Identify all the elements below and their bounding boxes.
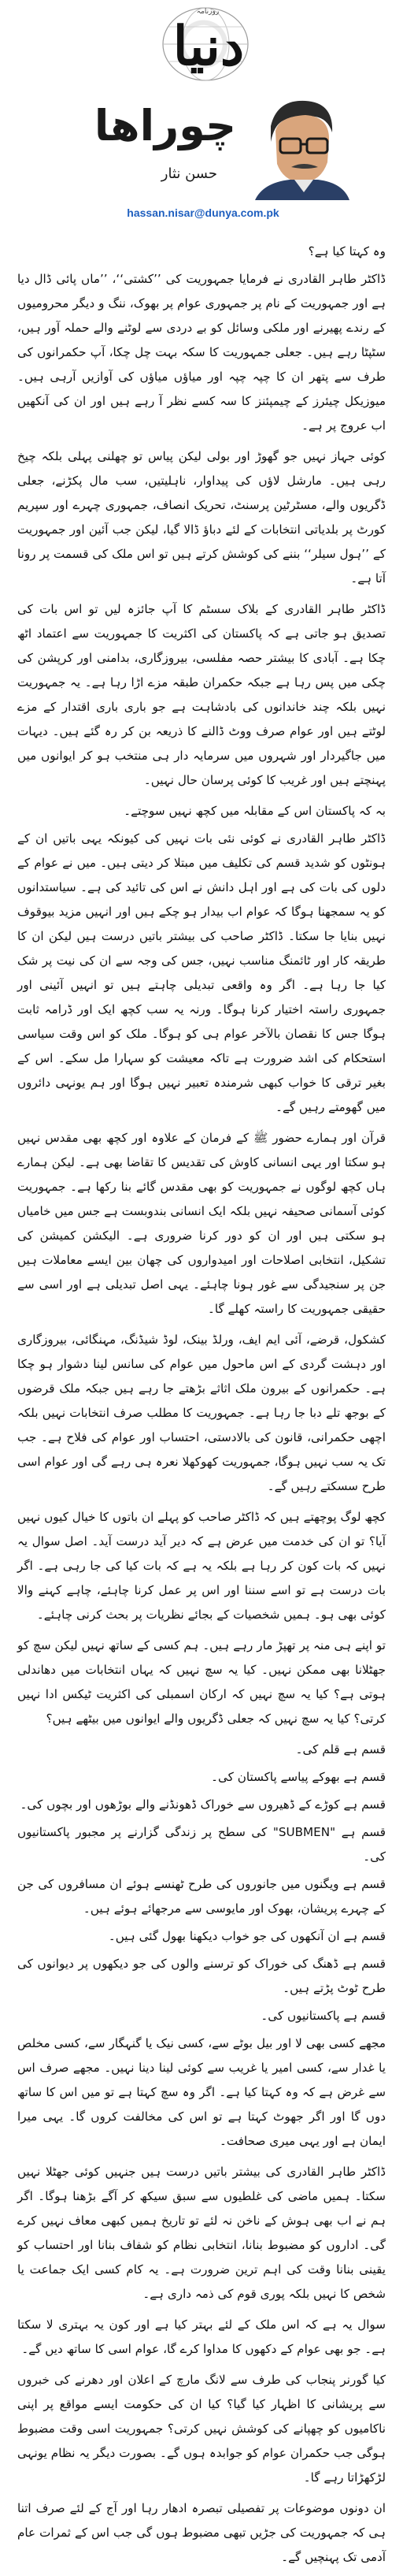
article-paragraph: وہ کہتا کیا ہے؟ — [308, 244, 386, 258]
article-paragraph: قسم ہے پاکستانیوں کی۔ — [261, 2009, 386, 2023]
column-title: چوراھا — [94, 101, 236, 151]
masthead-logo: دنیا — [172, 15, 245, 78]
article-paragraph: ڈاکٹر طاہر القادری نے کوئی نئی بات نہیں کی کیونکہ یہی باتیں ان کے ہونٹوں کو شدید قسم کی تکلیف میں مبتلا کر دیتی ہیں۔ میں نے عوام کے دلوں کی بات کی ہے اور اہل دانش نے اس کی تائید کی ہے۔ سیاستدانوں کو یہ سمجھنا ہوگا کہ عوام اب بیدار ہو چکے ہیں اور انہیں مزید بیوقوف نہیں بنایا جا سکتا۔ ڈاکٹر صاحب کی بیشتر باتیں درست ہیں لیکن ان کا طریقہ کار اور ٹائمنگ مناسب نہیں، جس کی وجہ سے ان کی نیت پر شک کیا جا رہا ہے۔ اگر وہ واقعی تبدیلی چاہتے ہیں تو انہیں آئینی اور جمہوری راستہ اختیار کرنا ہوگا۔ ورنہ یہ سب کچھ ایک اور ڈرامہ ثابت ہوگا جس کا نقصان بالآخر عوام ہی کو ہوگا۔ ملک کو اس وقت سیاسی استحکام کی اشد ضرورت ہے تاکہ معیشت کو سہارا مل سکے۔ اس کے بغیر ترقی کا خواب کبھی شرمندہ تعبیر نہیں ہوگا اور ہم یونہی دائروں میں گھومتے رہیں گے۔ — [17, 831, 386, 1114]
author-portrait — [239, 95, 357, 200]
masthead-tagline: روزنامہ — [196, 8, 220, 16]
article-paragraph: بہ کہ پاکستان اس کے مقابلہ میں کچھ نہیں سوچتے۔ — [124, 804, 386, 818]
article-paragraph: کشکول، قرضے، آئی ایم ایف، ورلڈ بینک، لوڈ شیڈنگ، مہنگائی، بیروزگاری اور دہشت گردی کے اس ماحول میں عوام کی سانس لینا دشوار ہو چکا ہے۔ حکمرانوں کے بیرون ملک اثاثے بڑھتے جا رہے ہیں جبکہ ملک قرضوں کے بوجھ تلے دبا جا رہا ہے۔ جمہوریت کا مطلب صرف انتخابات نہیں بلکہ اچھی حکمرانی، قانون کی بالادستی، احتساب اور عوام کی فلاح ہے۔ جب تک یہ سب نہیں ہوگا، جمہوریت کھوکھلا نعرہ ہی رہے گی اور عوام اسی طرح سسکتے رہیں گے۔ — [17, 1333, 386, 1493]
article-paragraph: سوال یہ ہے کہ اس ملک کے لئے بہتر کیا ہے اور کون یہ بہتری لا سکتا ہے۔ جو بھی عوام کے دکھوں کا مداوا کرے گا، عوام اسی کا ساتھ دیں گے۔ — [17, 2318, 386, 2356]
article-paragraph: کوئی جہاز نہیں جو گھوڑ اور بولی لیکن پیاس تو چھلنی پہلی بلکہ چیخ رہی ہیں۔ مارشل لاؤں کی پیداوار، ناہلیتیں، سب مال پکڑنے، جعلی ڈگریوں والے، مسٹرٹین پرسنٹ، تحریک انصاف، جمہوری چہرے اور سپریم کورٹ پر بلدیاتی انتخابات کے لئے دباؤ ڈالا گیا، لیکن جب آئین اور جمہوریت کے ’’ہول سیلر‘‘ بننے کی کوشش کرتے ہیں تو اس ملک کی قسمت پر رونا آتا ہے۔ — [17, 449, 386, 585]
article-paragraph: ڈاکٹر طاہر القادری کے بلاک سسٹم کا آپ جائزہ لیں تو اس بات کی تصدیق ہو جاتی ہے کہ پاکستان کی اکثریت کا جمہوریت سے اعتماد اٹھ چکا ہے۔ آبادی کا بیشتر حصہ مفلسی، بیروزگاری، بدامنی اور کرپشن کی چکی میں پس رہا ہے جبکہ حکمران طبقہ مزے اڑا رہا ہے۔ یہ جمہوریت نہیں بلکہ چند خاندانوں کی بادشاہت ہے جو باری باری اقتدار کے مزے لوٹتے ہیں اور عوام صرف ووٹ ڈالنے کا ذریعہ بن کر رہ گئے ہیں۔ دیہات میں جاگیردار اور شہروں میں سرمایہ دار ہی منتخب ہو کر ایوانوں میں پہنچتے ہیں اور غریب کا کوئی پرسان حال نہیں۔ — [17, 602, 386, 787]
article-paragraph: قسم ہے کوڑے کے ڈھیروں سے خوراک ڈھونڈنے والے بوڑھوں اور بچوں کی۔ — [20, 1797, 386, 1812]
article-body — [17, 240, 386, 2576]
article-paragraph: قسم ہے "SUBMEN" کی سطح پر زندگی گزارنے پر مجبور پاکستانیوں کی۔ — [17, 1825, 386, 1864]
article-paragraph: کیا گورنر پنجاب کی طرف سے لانگ مارچ کے اعلان اور دھرنے کی خبروں سے پریشانی کا اظہار کیا گیا؟ کیا ان کی حکومت ایسے مواقع پر اپنی ناکامیوں کو چھپانے کی کوشش نہیں کرتی؟ جمہوریت اسی وقت مضبوط ہوگی جب حکمران عوام کو جوابدہ ہوں گے۔ بصورت دیگر یہ نظام یونہی لڑکھڑاتا رہے گا۔ — [17, 2373, 386, 2485]
column-header — [0, 88, 403, 238]
article-paragraph: ڈاکٹر طاہر القادری نے فرمایا جمہوریت کی ’’کشتی‘‘، ’’ماں پائی ڈال دیا ہے اور جمہوریت کے نام پر جمہوری عوام پر بھوک، ننگ و دیگر محرومیوں کے رندے پھیرنے اور ملکی وسائل کو بے دردی سے لوٹنے والے حملہ آور ہیں، سٹپٹا رہے ہیں۔ جعلی جمہوریت کا سکہ بہت چل چکا، آپ حکمرانوں کی طرف سے پتھر ان کا چپہ چپہ اور میاؤں میاؤں کی آوازیں آرہی ہیں۔ میوزیکل چیئرز کے چیمپئنز کا سہ کسے نظر آ رہے ہیں اور ان کی آنکھیں اب عروج پر ہے۔ — [17, 272, 386, 433]
article-paragraph: قسم ہے ان آنکھوں کی جو خواب دیکھنا بھول گئی ہیں۔ — [108, 1929, 386, 1943]
article-paragraph: قسم ہے بھوکے پیاسے پاکستان کی۔ — [211, 1770, 386, 1784]
article-paragraph: قسم ہے ویگنوں میں جانوروں کی طرح ٹھنسے ہوئے ان مسافروں کی جن کے چہرے پریشان، بھوک اور مایوسی سے مرجھائے ہوئے ہیں۔ — [17, 1877, 386, 1916]
article-paragraph: مجھے کسی بھی لا اور بیل بوٹے سے، کسی نیک یا گنہگار سے، کسی مخلص یا غدار سے، کسی امیر یا غریب سے کوئی لینا دینا نہیں۔ مجھے صرف اس سے غرض ہے کہ وہ کہتا کیا ہے۔ اگر وہ سچ کہتا ہے تو میں اس کا ساتھ دوں گا اور اگر جھوٹ کہتا ہے تو اس کی مخالفت کروں گا۔ یہی میرا ایمان ہے اور یہی میری صحافت۔ — [17, 2036, 386, 2148]
article-paragraph: کچھ لوگ پوچھتے ہیں کہ ڈاکٹر صاحب کو پہلے ان باتوں کا خیال کیوں نہیں آیا؟ تو ان کی خدمت میں عرض ہے کہ دیر آید درست آید۔ اصل سوال یہ نہیں کہ بات کون کر رہا ہے بلکہ یہ ہے کہ بات کیا کی جا رہی ہے۔ اگر بات درست ہے تو اسے سننا اور اس پر عمل کرنا چاہئے، چاہے کہنے والا کوئی بھی ہو۔ ہمیں شخصیات کے بجائے نظریات پر بحث کرنی چاہئے۔ — [17, 1510, 386, 1622]
article-paragraph: قسم ہے ڈھنگ کی خوراک کو ترسنے والوں کی جو دیکھوں پر دیوانوں کی طرح ٹوٹ پڑتے ہیں۔ — [17, 1957, 386, 1995]
article-paragraph: ڈاکٹر طاہر القادری کی بیشتر باتیں درست ہیں جنہیں کوئی جھٹلا نہیں سکتا۔ ہمیں ماضی کی غلطیوں سے سبق سیکھ کر آگے بڑھنا ہوگا۔ اگر ہم نے اب بھی ہوش کے ناخن نہ لئے تو تاریخ ہمیں کبھی معاف نہیں کرے گی۔ اداروں کو مضبوط بنانا، انتخابی نظام کو شفاف بنانا اور احتساب کو یقینی بنانا وقت کی اہم ترین ضرورت ہے۔ یہ کام کسی ایک جماعت یا شخص کا نہیں بلکہ پوری قوم کی ذمہ داری ہے۔ — [17, 2165, 386, 2301]
article-paragraph: قسم ہے قلم کی۔ — [295, 1742, 386, 1756]
article-paragraph: تو اپنے ہی منہ پر تھپڑ مار رہے ہیں۔ ہم کسی کے ساتھ نہیں لیکن سچ کو جھٹلانا بھی ممکن نہیں۔ کیا یہ سچ نہیں کہ یہاں انتخابات میں دھاندلی ہوتی ہے؟ کیا یہ سچ نہیں کہ ارکان اسمبلی کی اکثریت ٹیکس ادا نہیں کرتی؟ کیا یہ سچ نہیں کہ جعلی ڈگریوں والے ایوانوں میں بیٹھے ہیں؟ — [17, 1638, 386, 1726]
column-author: حسن نثار — [161, 165, 217, 182]
masthead — [0, 0, 403, 88]
article-paragraph: ان دونوں موضوعات پر تفصیلی تبصرہ ادھار رہا اور آج کے لئے صرف اتنا ہی کہ جمہوریت کی جڑیں تبھی مضبوط ہوں گی جب اس کے ثمرات عام آدمی تک پہنچیں گے۔ — [17, 2501, 386, 2564]
article-paragraph: قرآن اور ہمارے حضور ﷺ کے فرمان کے علاوہ اور کچھ بھی مقدس نہیں ہو سکتا اور یہی انسانی کاوش کی تقدیس کا تقاضا بھی ہے۔ لیکن ہمارے ہاں کچھ لوگوں نے جمہوریت کو بھی مقدس گائے بنا رکھا ہے۔ جمہوریت کوئی آسمانی صحیفہ نہیں بلکہ ایک انسانی بندوبست ہے جس میں خامیاں ہو سکتی ہیں اور ان کو دور کرنا ضروری ہے۔ الیکشن کمیشن کی تشکیل، انتخابی اصلاحات اور امیدواروں کی چھان بین ایسے معاملات ہیں جن پر سنجیدگی سے غور ہونا چاہئے۔ یہی اصل تبدیلی ہے اور اسی سے حقیقی جمہوریت کا راستہ کھلے گا۔ — [17, 1131, 386, 1316]
author-email-link[interactable]: hassan.nisar@dunya.com.pk — [127, 206, 279, 219]
